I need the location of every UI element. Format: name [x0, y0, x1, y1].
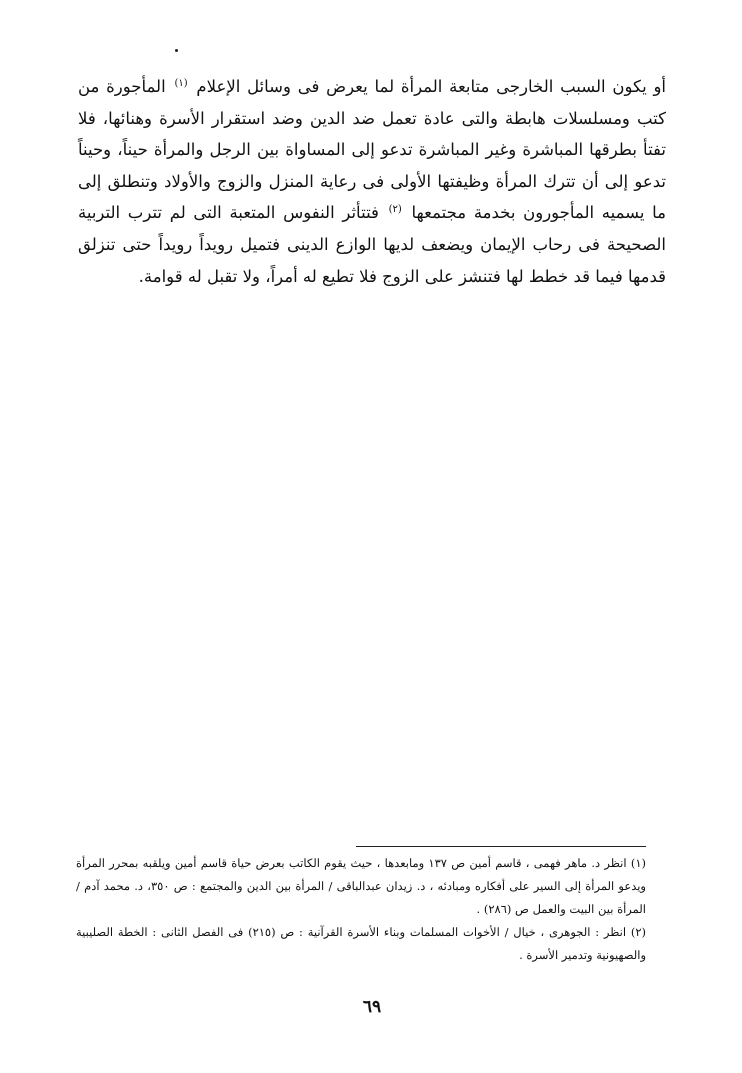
footnote-ref-1: (١)	[174, 77, 188, 89]
main-text-part-3: فتتأثر النفوس المتعبة التى لم تترب التربية الصحيحة فى رحاب الإيمان ويضعف لديها الوازع الدينى فتميل رويداً رويداً حتى تنزلق قدمها فيما قد خطط لها فتنشز على الزوج فلا تطيع له أمراً، ولا تقبل له قوامة.	[78, 203, 666, 286]
footnote-2	[76, 921, 646, 967]
footnote-1-label: (١)	[630, 856, 646, 870]
page-speck	[175, 49, 178, 52]
footnotes	[76, 852, 646, 967]
footnote-ref-2: (٢)	[388, 203, 402, 215]
main-text-part-1: أو يكون السبب الخارجى متابعة المرأة لما يعرض فى وسائل الإعلام	[196, 77, 666, 96]
footnote-2-label: (٢)	[630, 925, 647, 939]
footnote-separator	[356, 846, 646, 847]
page-number: ٦٩	[362, 997, 382, 1017]
main-paragraph	[78, 71, 666, 292]
main-text-part-2: المأجورة من كتب ومسلسلات هابطة والتى عادة تعمل ضد الدين وضد استقرار الأسرة وهنائها، فلا تفتأ بطرقها المباشرة وغير المباشرة تدعو إلى المساواة بين الرجل والمرأة حيناً، وحيناً تدعو إلى أن تترك المرأة وظيفتها الأولى فى رعاية المنزل والزوج والأولاد وتنطلق إلى ما يسميه المأجورون بخدمة مجتمعها	[78, 77, 666, 223]
footnote-1	[76, 852, 646, 921]
footnote-1-text: انظر د. ماهر فهمى ، قاسم أمين ص ١٣٧ ومابعدها ، حيث يقوم الكاتب بعرض حياة قاسم أمين ويلقبه بمحرر المرأة ويدعو المرأة إلى السير على أفكاره ومبادئه ، د. زيدان عبدالباقى / المرأة بين الدين والمجتمع : ص ٣٥٠، د. محمد آدم / المرأة بين البيت والعمل ص (٢٨٦) .	[76, 856, 646, 916]
footnote-2-text: انظر : الجوهرى ، خيال / الأخوات المسلمات وبناء الأسرة القرآنية : ص (٢١٥) فى الفصل الثانى : الخطة الصليبية والصهيونية وتدمير الأسرة .	[76, 925, 646, 962]
